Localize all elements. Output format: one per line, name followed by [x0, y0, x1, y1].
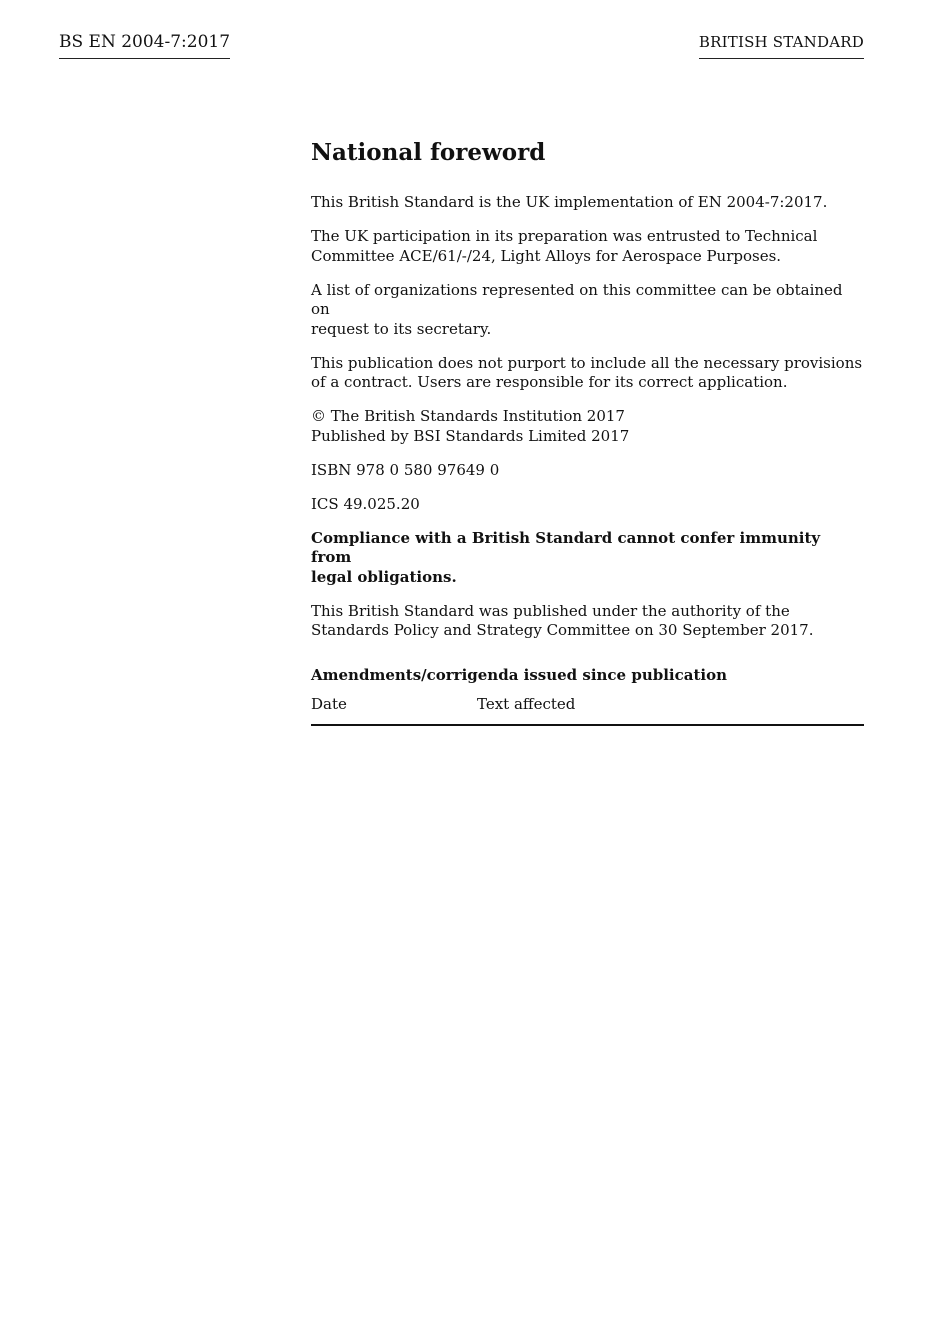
copyright-line: © The British Standards Institution 2017 [311, 407, 625, 425]
publisher-line: Published by BSI Standards Limited 2017 [311, 426, 630, 445]
provisions-line-1: This publication does not purport to include all the necessary provisions [311, 353, 863, 372]
authority-line-2: Standards Policy and Strategy Committee on 30 September 2017. [311, 621, 814, 639]
organizations-line-2: request to its secretary. [311, 319, 492, 338]
amendments-heading: Amendments/corrigenda issued since publication [311, 665, 727, 684]
amendments-text-column: Text affected [477, 694, 576, 713]
national-foreword-section [311, 137, 864, 726]
document-category: BRITISH STANDARD [699, 31, 864, 59]
committee-paragraph [311, 227, 864, 266]
committee-line-1: The UK participation in its preparation was entrusted to Technical [311, 227, 818, 245]
compliance-line-1: Compliance with a British Standard cannot confer immunity from [311, 528, 821, 566]
isbn: ISBN 978 0 580 97649 0 [311, 460, 500, 479]
organizations-line-1: A list of organizations represented on this committee can be obtained on [311, 280, 843, 318]
page-title: National foreword [311, 139, 546, 166]
authority-paragraph [311, 602, 864, 641]
copyright-paragraph [311, 407, 864, 446]
compliance-line-2: legal obligations. [311, 567, 457, 586]
amendments-date-column: Date [311, 694, 347, 713]
organizations-paragraph [311, 281, 864, 340]
implementation-paragraph: This British Standard is the UK implementation of EN 2004-7:2017. [311, 193, 828, 211]
compliance-statement [311, 529, 864, 588]
committee-line-2: Committee ACE/61/-/24, Light Alloys for Aerospace Purposes. [311, 246, 782, 265]
document-id: BS EN 2004-7:2017 [59, 31, 230, 59]
provisions-line-2: of a contract. Users are responsible for its correct application. [311, 373, 788, 391]
ics-code: ICS 49.025.20 [311, 494, 420, 513]
provisions-paragraph [311, 354, 864, 393]
authority-line-1: This British Standard was published under the authority of the [311, 601, 790, 620]
amendments-table-header [311, 694, 864, 726]
